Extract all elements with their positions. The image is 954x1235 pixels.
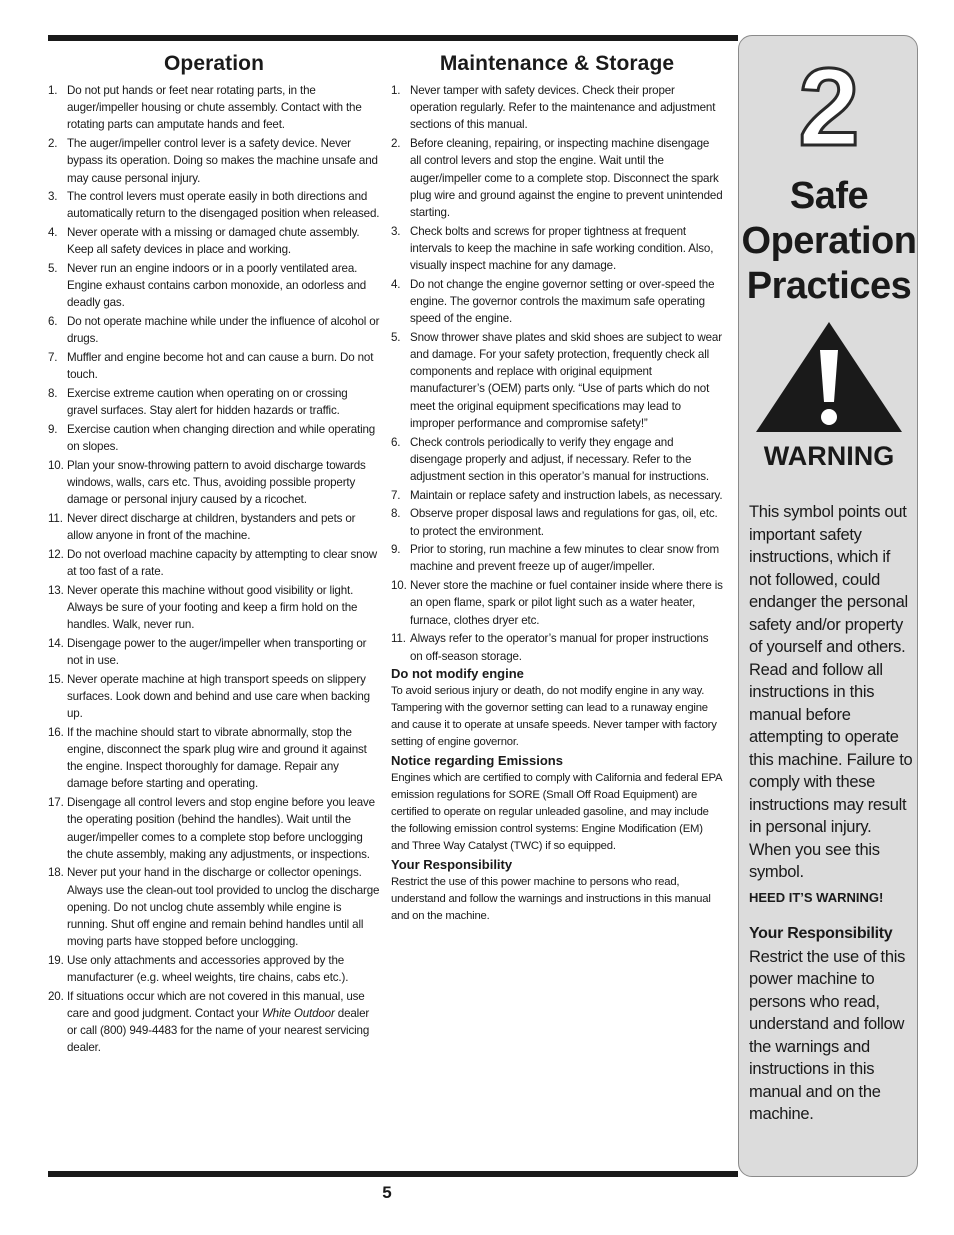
bottom-rule — [48, 1171, 738, 1177]
modify-engine-text: To avoid serious injury or death, do not modify engine in any way. Tampering with the governor setting can lead to a runaway engine and cause it to operate at unsafe speeds. Never tamper with factory setting of engine governor. — [391, 685, 717, 748]
list-item: 2. Before cleaning, repairing, or inspecting machine disengage all control levers and stop the engine. Wait until the auger/impeller come to a complete stop. Disconnect the spark plug wire and ground against the engine to prevent unintended starting. — [391, 137, 723, 219]
list-item: 1. Never tamper with safety devices. Check their proper operation regularly. Refer to the maintenance and adjustment sections of this manual. — [391, 84, 716, 132]
maintenance-heading: Maintenance & Storage — [439, 52, 675, 75]
list-item: 14. Disengage power to the auger/impeller when transporting or not in use. — [48, 636, 367, 667]
list-item: 3. The control levers must operate easily in both directions and automatically return to the disengaged position when released. — [48, 190, 380, 221]
list-item: 3. Check bolts and screws for proper tightness at frequent intervals to keep the machine in safe working condition. Also, visually inspect machine for any damage. — [391, 224, 714, 273]
operation-heading: Operation — [163, 52, 265, 75]
list-item: 8. Exercise extreme caution when operating on or crossing gravel surfaces. Stay alert for hidden hazards or traffic. — [48, 386, 348, 418]
list-item: 16. If the machine should start to vibrate abnormally, stop the engine, disconnect the spark plug wire and ground it against the engine. Inspect thoroughly for damage. Repair any damage before starting and operating. — [48, 725, 367, 791]
list-item: 12. Do not overload machine capacity by attempting to clear snow at too fast of a rate. — [48, 547, 377, 578]
list-item: 6. Do not operate machine while under the influence of alcohol or drugs. — [48, 315, 380, 346]
list-item: 17. Disengage all control levers and stop engine before you leave the operating position (behind the handles). Wait until the auger/impeller comes to a complete stop before unclogging the chute assembly, making any adjustments, or inspections. — [48, 796, 375, 861]
warning-label: WARNING — [763, 441, 895, 471]
responsibility-text: Restrict the use of this power machine to persons who read, understand and follow the warnings and instructions in this manual and on the machine. — [391, 876, 711, 922]
brand-name: White Outdoor — [261, 1007, 335, 1021]
list-item: 7. Maintain or replace safety and instruction labels, as necessary. — [391, 488, 723, 502]
operation-column — [48, 52, 380, 1058]
list-item: 11. Never direct discharge at children, bystanders and pets or allow anyone in front of the machine. — [48, 511, 356, 543]
list-item: 11. Always refer to the operator’s manual for proper instructions on off-season storage. — [391, 632, 709, 663]
list-item: 10. Plan your snow-throwing pattern to avoid discharge towards windows, walls, cars etc. Thus, avoiding possible property damage or personal injury caused by a ricochet. — [48, 458, 366, 507]
list-item: 20. If situations occur which are not covered in this manual, use care and good judgment. Contact your White Outdoor dealer or call (800) 949-4483 for the name of your nearest servicing dealer. — [48, 989, 370, 1055]
list-item: 5. Snow thrower shave plates and skid shoes are subject to wear and damage. For your safety protection, frequently check all components and replace with original equipment manufacturer’s (OEM) parts only. “Use of parts which do not meet the original equipment specifications may lead to improper performance and compromise safety!” — [391, 330, 722, 430]
maintenance-list — [391, 82, 723, 665]
list-item: 2. The auger/impeller control lever is a safety device. Never bypass its operation. Doing so makes the machine unsafe and may cause personal injury. — [48, 137, 378, 185]
maintenance-column — [391, 52, 723, 928]
sidebar-responsibility-heading: Your Responsibility — [749, 925, 893, 942]
modify-engine-heading: Do not modify engine — [391, 666, 524, 682]
sidebar-responsibility-text: Restrict the use of this power machine to persons who read, understand and follow the warnings and instructions in this manual and on the machine. — [749, 947, 906, 1123]
list-item: 19. Use only attachments and accessories approved by the manufacturer (e.g. wheel weights, tire chains, cabs etc.). — [48, 953, 349, 985]
list-item: 5. Never run an engine indoors or in a poorly ventilated area. Engine exhaust contains carbon monoxide, an odorless and deadly gas. — [48, 262, 367, 310]
list-item: 8. Observe proper disposal laws and regulations for gas, oil, etc. to protect the environment. — [391, 507, 718, 538]
heed-warning: HEED IT’S WARNING! — [749, 889, 884, 905]
warning-explanation: This symbol points out important safety instructions, which if not followed, could endanger the personal safety and/or property of yourself and others. Read and follow all instructions in this manual before attempting to operate this machine. Failure to comply with these instructions may result in personal injury. When you see this symbol. HEED IT’S WARNING! Your Responsibility Restrict the use of this power machine to persons who read, understand and follow the warnings and instructions in this manual and on the machine. — [749, 501, 915, 1126]
chapter-number: 2 — [798, 46, 860, 169]
list-item: 4. Never operate with a missing or damaged chute assembly. Keep all safety devices in place and working. — [48, 226, 360, 257]
list-item: 7. Muffler and engine become hot and can cause a burn. Do not touch. — [48, 351, 374, 382]
list-item: 18. Never put your hand in the discharge or collector openings. Always use the clean-out tool provided to unclog the discharge opening. Do not unclog chute assembly while engine is running. Shut off engine and remain behind handles until all moving parts have stopped before unclogging. — [48, 866, 380, 949]
list-item: 13. Never operate this machine without good visibility or light. Always be sure of your footing and keep a firm hold on the handles. Walk, never run. — [48, 583, 358, 632]
list-item: 1. Do not put hands or feet near rotating parts, in the auger/impeller housing or chute assembly. Contact with the rotating parts can amputate hands and feet. — [48, 84, 362, 132]
warning-triangle-icon — [754, 320, 904, 435]
responsibility-heading: Your Responsibility — [391, 857, 513, 873]
list-item: 4. Do not change the engine governor setting or over-speed the engine. The governor controls the maximum safe operating speed of the engine. — [391, 277, 715, 326]
page-number: 5 — [382, 1183, 392, 1202]
chapter-title: Safe Operation Practices — [741, 175, 917, 307]
emissions-text: Engines which are certified to comply with California and federal EPA emission regulations for SORE (Small Off Road Equipment) are certified to operate on regular unleaded gasoline, and may include the following emission control systems: Engine Modification (EM) and Three Way Catalyst (TWC) if so equipped. — [391, 772, 722, 852]
top-rule — [48, 35, 738, 41]
list-item: 6. Check controls periodically to verify they engage and disengage properly and adjust, if necessary. Refer to the adjustment section in this operator’s manual for instructions. — [391, 435, 709, 483]
operation-list — [48, 82, 380, 1057]
list-item: 9. Prior to storing, run machine a few minutes to clear snow from machine and prevent freeze up of auger/impeller. — [391, 543, 720, 574]
chapter-sidebar — [738, 35, 918, 1177]
list-item: 15. Never operate machine at high transport speeds on slippery surfaces. Look down and behind and use care when backing up. — [48, 672, 370, 721]
emissions-heading: Notice regarding Emissions — [391, 753, 563, 769]
list-item: 10. Never store the machine or fuel container inside where there is an open flame, spark or pilot light such as a water heater, furnace, clothes dryer etc. — [391, 579, 723, 627]
list-item: 9. Exercise caution when changing direction and while operating on slopes. — [48, 422, 376, 454]
